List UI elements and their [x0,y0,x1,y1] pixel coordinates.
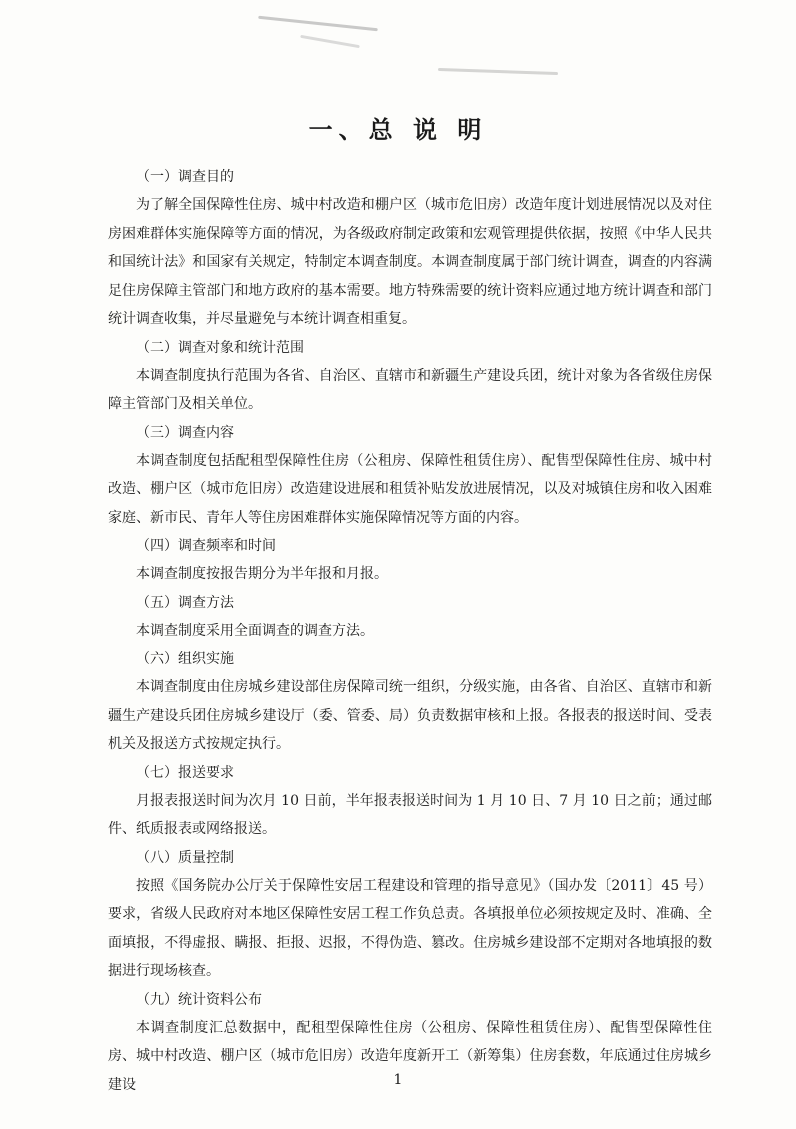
section-heading: （五）调查方法 [136,594,234,611]
section-paragraph: 本调查制度由住房城乡建设部住房保障司统一组织，分级实施，由各省、自治区、直辖市和新疆生产建设兵团住房城乡建设厅（委、管委、局）负责数据审核和上报。各报表的报送时间、受表机关及报送方式按规定执行。 [108,679,712,752]
document-title: 一、总 说 明 [308,116,488,144]
section-heading: （四）调查频率和时间 [136,538,276,554]
scan-artifact [438,68,558,75]
section-heading: （八）质量控制 [136,849,234,866]
section-heading: （七）报送要求 [136,764,234,781]
section-paragraph: 月报表报送时间为次月 10 日前，半年报表报送时间为 1 月 10 日、7 月 10 日之前；通过邮件、纸质报表或网络报送。 [108,792,712,837]
section-paragraph: 本调查制度执行范围为各省、自治区、直辖市和新疆生产建设兵团，统计对象为各省级住房保障主管部门及相关单位。 [108,367,712,412]
section-paragraph: 本调查制度按报告期分为半年报和月报。 [136,566,388,582]
section-scope [108,334,712,419]
section-purpose [108,163,712,334]
section-frequency [108,532,712,589]
section-quality [108,844,712,986]
section-paragraph: 本调查制度采用全面调查的调查方法。 [136,622,374,639]
section-paragraph: 本调查制度汇总数据中，配租型保障性住房（公租房、保障性租赁住房）、配售型保障性住房、城中村改造、棚户区（城市危旧房）改造年度新开工（新筹集）住房套数，年底通过住房城乡建设 [108,1019,712,1093]
section-paragraph: 为了解全国保障性住房、城中村改造和棚户区（城市危旧房）改造年度计划进展情况以及对住房困难群体实施保障等方面的情况，为各级政府制定政策和宏观管理提供依据，按照《中华人民共和国统计法》和国家有关规定，特制定本调查制度。本调查制度属于部门统计调查，调查的内容满足住房保障主管部门和地方政府的基本需要。地方特殊需要的统计资料应通过地方统计调查和部门统计调查收集，并尽量避免与本统计调查相重复。 [108,197,712,327]
section-heading: （九）统计资料公布 [136,991,262,1008]
section-heading: （六）组织实施 [136,651,234,667]
section-heading: （二）调查对象和统计范围 [136,339,304,356]
section-method [108,589,712,646]
section-organization [108,645,712,759]
section-submission [108,759,712,844]
section-heading: （三）调查内容 [136,424,234,441]
section-paragraph: 按照《国务院办公厅关于保障性安居工程建设和管理的指导意见》（国办发〔2011〕45 号）要求，省级人民政府对本地区保障性安居工程工作负总责。各填报单位必须按规定及时、准确、全面填报，不得虚报、瞒报、拒报、迟报，不得伪造、篡改。住房城乡建设部不定期对各地填报的数据进行现场核查。 [108,877,712,979]
section-heading: （一）调查目的 [136,169,234,185]
document-body [108,163,712,1099]
scan-artifact [300,35,360,48]
section-content [108,419,712,533]
page-number: 1 [393,1072,403,1088]
section-paragraph: 本调查制度包括配租型保障性住房（公租房、保障性租赁住房）、配售型保障性住房、城中村改造、棚户区（城市危旧房）改造建设进展和租赁补贴发放进展情况，以及对城镇住房和收入困难家庭、新市民、青年人等住房困难群体实施保障情况等方面的内容。 [108,452,712,526]
scan-artifact [258,16,378,32]
